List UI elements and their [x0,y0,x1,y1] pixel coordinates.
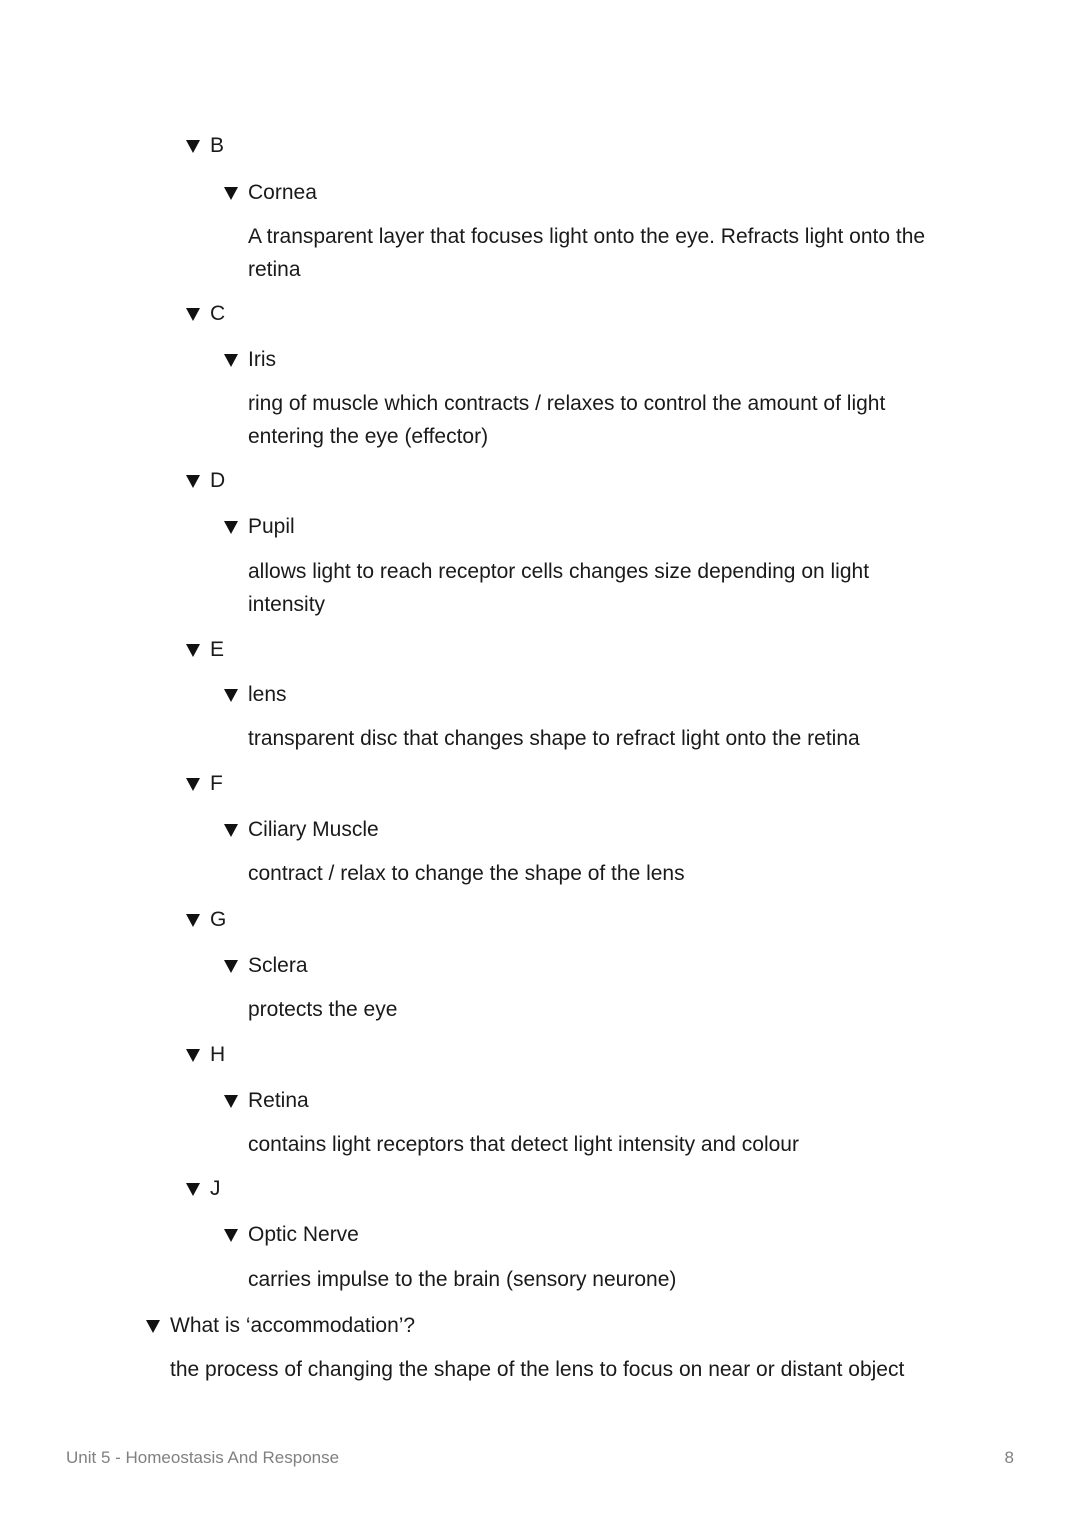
toggle-j[interactable] [186,1176,221,1202]
definition-text: protects the eye [248,998,398,1021]
toggle-label: G [210,908,227,931]
triangle-down-icon [224,354,238,367]
triangle-down-icon [186,778,200,791]
toggle-lens[interactable] [224,682,287,708]
toggle-f[interactable] [186,771,223,797]
toggle-e[interactable] [186,637,224,663]
toggle-label: Pupil [248,515,295,538]
triangle-down-icon [224,187,238,200]
definition-text: ring of muscle which contracts / relaxes to control the amount of light entering the eye (effector) [248,392,886,448]
definition-text: allows light to reach receptor cells changes size depending on light intensity [248,560,870,616]
toggle-label: H [210,1043,226,1066]
triangle-down-icon [224,1095,238,1108]
toggle-retina[interactable] [224,1088,309,1114]
page-number: 8 [1004,1448,1014,1467]
toggle-label: E [210,638,225,661]
triangle-down-icon [146,1320,160,1333]
toggle-pupil[interactable] [224,514,295,540]
toggle-label: Cornea [248,181,317,204]
triangle-down-icon [186,475,200,488]
footer-title: Unit 5 - Homeostasis And Response [66,1448,340,1467]
toggle-label: Sclera [248,954,308,977]
toggle-label: Ciliary Muscle [248,818,379,841]
triangle-down-icon [186,140,200,153]
toggle-label: C [210,302,226,325]
triangle-down-icon [186,914,200,927]
definition-text: contract / relax to change the shape of the lens [248,862,685,885]
definition-text: transparent disc that changes shape to refract light onto the retina [248,727,860,750]
toggle-label: What is ‘accommodation’? [170,1314,416,1337]
toggle-accommodation-question[interactable] [146,1313,415,1339]
answer-text: the process of changing the shape of the lens to focus on near or distant object [170,1358,905,1381]
toggle-label: D [210,469,226,492]
toggle-d[interactable] [186,468,225,494]
triangle-down-icon [224,960,238,973]
triangle-down-icon [224,689,238,702]
toggle-label: B [210,134,225,157]
toggle-cornea[interactable] [224,180,317,206]
toggle-label: Iris [248,348,276,371]
triangle-down-icon [224,824,238,837]
toggle-h[interactable] [186,1042,225,1068]
toggle-ciliary-muscle[interactable] [224,817,379,843]
triangle-down-icon [186,1049,200,1062]
toggle-label: J [210,1177,221,1200]
triangle-down-icon [224,521,238,534]
toggle-label: lens [248,683,287,706]
toggle-label: F [210,772,223,795]
toggle-c[interactable] [186,301,225,327]
toggle-label: Retina [248,1089,309,1112]
toggle-sclera[interactable] [224,953,308,979]
triangle-down-icon [224,1229,238,1242]
toggle-optic-nerve[interactable] [224,1222,359,1248]
toggle-b[interactable] [186,133,224,159]
triangle-down-icon [186,308,200,321]
definition-text: A transparent layer that focuses light onto the eye. Refracts light onto the retina [248,225,926,281]
triangle-down-icon [186,1183,200,1196]
definition-text: carries impulse to the brain (sensory neurone) [248,1268,677,1291]
toggle-g[interactable] [186,907,226,933]
toggle-iris[interactable] [224,347,276,373]
definition-text: contains light receptors that detect light intensity and colour [248,1133,799,1156]
triangle-down-icon [186,644,200,657]
toggle-label: Optic Nerve [248,1223,359,1246]
